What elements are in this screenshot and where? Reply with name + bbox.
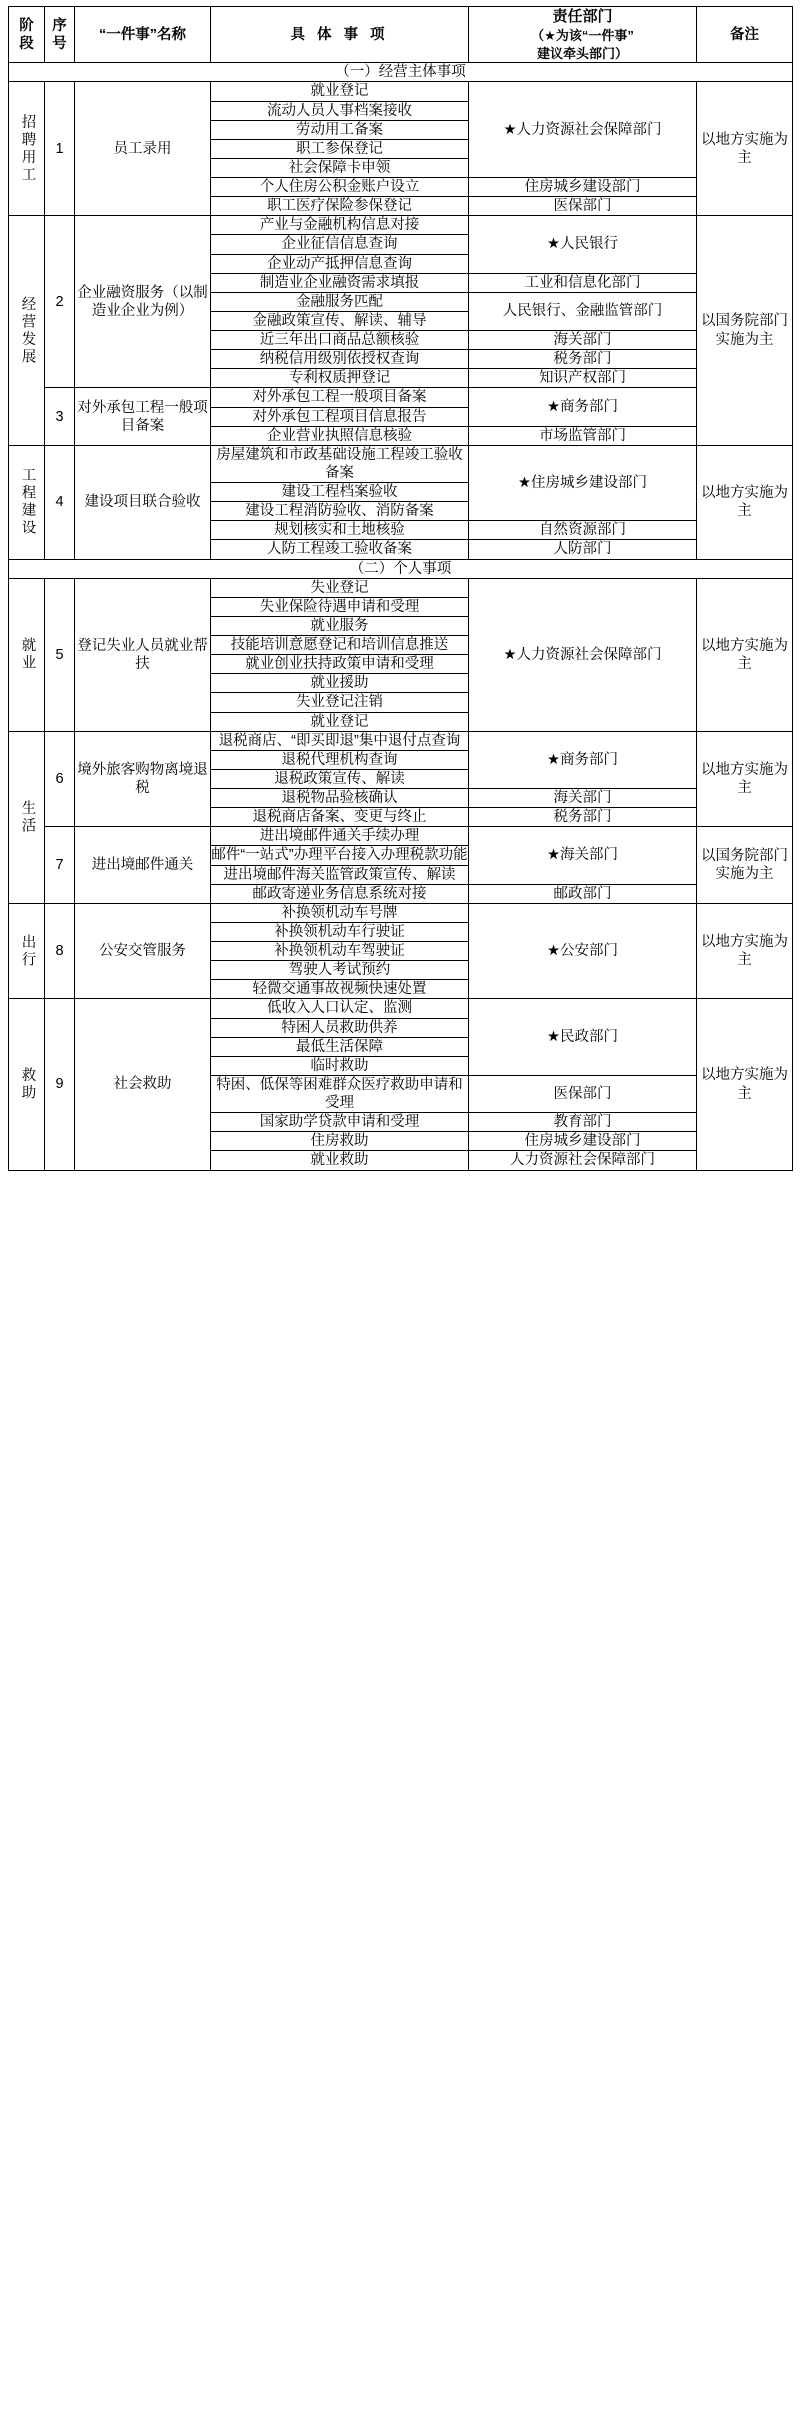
responsible-department: 税务部门: [469, 350, 697, 369]
stage-cell: [9, 999, 45, 1170]
specific-item: 近三年出口商品总额核验: [211, 331, 469, 350]
table-row: [9, 903, 793, 922]
specific-item: 低收入人口认定、监测: [211, 999, 469, 1018]
responsible-department: 海关部门: [469, 331, 697, 350]
header-department: [469, 7, 697, 63]
specific-item: 就业服务: [211, 616, 469, 635]
responsible-department: ★人民银行: [469, 216, 697, 273]
specific-item: 补换领机动车行驶证: [211, 922, 469, 941]
row-number: 5: [45, 578, 75, 731]
specific-item: 就业援助: [211, 674, 469, 693]
specific-item: 补换领机动车驾驶证: [211, 942, 469, 961]
specific-item: 就业创业扶持政策申请和受理: [211, 655, 469, 674]
responsible-department: ★民政部门: [469, 999, 697, 1076]
specific-item: 就业登记: [211, 82, 469, 101]
table-row: [9, 445, 793, 482]
specific-item: 特困人员救助供养: [211, 1018, 469, 1037]
specific-item: 人防工程竣工验收备案: [211, 540, 469, 559]
specific-item: 企业营业执照信息核验: [211, 426, 469, 445]
specific-item: 失业登记: [211, 578, 469, 597]
remark-cell: 以地方实施为主: [697, 999, 793, 1170]
responsible-department: 教育部门: [469, 1113, 697, 1132]
stage-label: 生活: [19, 799, 36, 835]
responsible-department: ★海关部门: [469, 827, 697, 884]
specific-item: 对外承包工程一般项目备案: [211, 388, 469, 407]
one-thing-name: 对外承包工程一般项目备案: [75, 388, 211, 445]
header-stage: [9, 7, 45, 63]
remark-cell: 以地方实施为主: [697, 731, 793, 827]
specific-item: 邮政寄递业务信息系统对接: [211, 884, 469, 903]
responsible-department: 人力资源社会保障部门: [469, 1151, 697, 1170]
header-stage-line2: 段: [19, 35, 34, 52]
remark-cell: 以国务院部门实施为主: [697, 827, 793, 904]
one-thing-name: 登记失业人员就业帮扶: [75, 578, 211, 731]
stage-label: 救助: [19, 1067, 36, 1103]
specific-item: 纳税信用级别依授权查询: [211, 350, 469, 369]
specific-item: 专利权质押登记: [211, 369, 469, 388]
responsible-department: ★住房城乡建设部门: [469, 445, 697, 521]
row-number: 6: [45, 731, 75, 827]
responsible-department: ★商务部门: [469, 388, 697, 426]
responsible-department: ★商务部门: [469, 731, 697, 788]
specific-item: 退税物品验核确认: [211, 789, 469, 808]
remark-cell: 以国务院部门实施为主: [697, 216, 793, 446]
responsible-department: 海关部门: [469, 789, 697, 808]
responsible-department: 邮政部门: [469, 884, 697, 903]
specific-item: 社会保障卡申领: [211, 158, 469, 177]
responsible-department: 税务部门: [469, 808, 697, 827]
header-department-line1: 责任部门: [552, 8, 613, 25]
row-number: 8: [45, 903, 75, 999]
row-number: 2: [45, 216, 75, 388]
responsible-department: 自然资源部门: [469, 521, 697, 540]
specific-item: 特困、低保等困难群众医疗救助申请和受理: [211, 1075, 469, 1112]
section-header-label: （一）经营主体事项: [9, 63, 793, 82]
stage-cell: [9, 445, 45, 559]
specific-item: 职工医疗保险参保登记: [211, 197, 469, 216]
specific-item: 建设工程档案验收: [211, 483, 469, 502]
remark-cell: 以地方实施为主: [697, 82, 793, 216]
specific-item: 个人住房公积金账户设立: [211, 178, 469, 197]
specific-item: 轻微交通事故视频快速处置: [211, 980, 469, 999]
header-stage-line1: 阶: [19, 17, 34, 34]
responsible-department: 医保部门: [469, 197, 697, 216]
specific-item: 邮件“一站式”办理平台接入办理税款功能: [211, 847, 468, 864]
table-header: [9, 7, 793, 63]
specific-item: 临时救助: [211, 1056, 469, 1075]
specific-item: 对外承包工程项目信息报告: [211, 407, 469, 426]
specific-item: 补换领机动车号牌: [211, 903, 469, 922]
specific-item: 企业征信信息查询: [211, 235, 469, 254]
responsible-department: 工业和信息化部门: [469, 273, 697, 292]
stage-cell: [9, 903, 45, 999]
specific-item: 金融服务匹配: [211, 292, 469, 311]
header-item: 具 体 事 项: [211, 7, 469, 63]
one-thing-name: 境外旅客购物离境退税: [75, 731, 211, 827]
responsible-department: ★人力资源社会保障部门: [469, 82, 697, 178]
header-number: [45, 7, 75, 63]
table-row: [9, 731, 793, 750]
row-number: 9: [45, 999, 75, 1170]
specific-item: 就业救助: [211, 1151, 469, 1170]
responsible-department: ★公安部门: [469, 903, 697, 999]
stage-label: 工程建设: [19, 467, 36, 538]
stage-label: 就业: [19, 637, 36, 673]
specific-item: 产业与金融机构信息对接: [211, 216, 469, 235]
remark-cell: 以地方实施为主: [697, 578, 793, 731]
responsible-department: 住房城乡建设部门: [469, 178, 697, 197]
responsible-department: 人防部门: [469, 540, 697, 559]
section-header-label: （二）个人事项: [9, 559, 793, 578]
stage-cell: [9, 82, 45, 216]
specific-item: 驾驶人考试预约: [211, 961, 469, 980]
specific-item: 进出境邮件海关监管政策宣传、解读: [211, 865, 469, 884]
specific-item: 企业动产抵押信息查询: [211, 254, 469, 273]
responsible-department: 知识产权部门: [469, 369, 697, 388]
header-department-line3: 建议牵头部门）: [536, 45, 628, 61]
table-row: [9, 999, 793, 1018]
one-thing-matters-table: [8, 6, 793, 1171]
specific-item: 建设工程消防验收、消防备案: [211, 502, 469, 521]
specific-item: 退税代理机构查询: [211, 750, 469, 769]
one-thing-name: 企业融资服务（以制造业企业为例）: [75, 216, 211, 388]
table-row: [9, 216, 793, 235]
section-header-row: [9, 559, 793, 578]
row-number: 4: [45, 445, 75, 559]
specific-item: 退税商店备案、变更与终止: [211, 808, 469, 827]
remark-cell: 以地方实施为主: [697, 445, 793, 559]
specific-item: 制造业企业融资需求填报: [211, 273, 469, 292]
header-number-line2: 号: [52, 35, 67, 52]
table-row: [9, 827, 793, 846]
one-thing-name: 社会救助: [75, 999, 211, 1170]
section-header-row: [9, 63, 793, 82]
header-department-line2: （★为该“一件事”: [531, 28, 634, 44]
header-number-line1: 序: [52, 17, 67, 34]
specific-item: 进出境邮件通关手续办理: [211, 827, 469, 846]
stage-label: 招聘用工: [19, 113, 36, 184]
table-row: [9, 388, 793, 407]
row-number: 1: [45, 82, 75, 216]
specific-item: 就业登记: [211, 712, 469, 731]
specific-item: 流动人员人事档案接收: [211, 101, 469, 120]
header-name: “一件事”名称: [75, 7, 211, 63]
specific-item: 技能培训意愿登记和培训信息推送: [211, 636, 469, 655]
specific-item: 劳动用工备案: [211, 120, 469, 139]
stage-cell: [9, 731, 45, 903]
remark-cell: 以地方实施为主: [697, 903, 793, 999]
header-remark: 备注: [697, 7, 793, 63]
responsible-department: 医保部门: [469, 1075, 697, 1112]
responsible-department: 住房城乡建设部门: [469, 1132, 697, 1151]
stage-label: 出行: [19, 933, 36, 969]
one-thing-name: 建设项目联合验收: [75, 445, 211, 559]
specific-item: 职工参保登记: [211, 139, 469, 158]
responsible-department: ★人力资源社会保障部门: [469, 578, 697, 731]
specific-item: 退税商店、“即买即退”集中退付点查询: [211, 731, 469, 750]
row-number: 7: [45, 827, 75, 904]
specific-item: 失业登记注销: [211, 693, 469, 712]
one-thing-name: 公安交管服务: [75, 903, 211, 999]
one-thing-name: 员工录用: [75, 82, 211, 216]
specific-item: 退税政策宣传、解读: [211, 769, 469, 788]
table-row: [9, 578, 793, 597]
specific-item: 房屋建筑和市政基础设施工程竣工验收备案: [211, 445, 469, 482]
responsible-department: 市场监管部门: [469, 426, 697, 445]
specific-item: 国家助学贷款申请和受理: [211, 1113, 469, 1132]
table-row: [9, 82, 793, 101]
specific-item: 最低生活保障: [211, 1037, 469, 1056]
row-number: 3: [45, 388, 75, 445]
specific-item: 金融政策宣传、解读、辅导: [211, 311, 469, 330]
stage-cell: [9, 216, 45, 446]
specific-item: 失业保险待遇申请和受理: [211, 597, 469, 616]
one-thing-name: 进出境邮件通关: [75, 827, 211, 904]
stage-cell: [9, 578, 45, 731]
specific-item: 规划核实和土地核验: [211, 521, 469, 540]
specific-item: 住房救助: [211, 1132, 469, 1151]
responsible-department: 人民银行、金融监管部门: [469, 292, 697, 330]
table-body: [9, 63, 793, 1170]
stage-label: 经营发展: [19, 295, 36, 366]
